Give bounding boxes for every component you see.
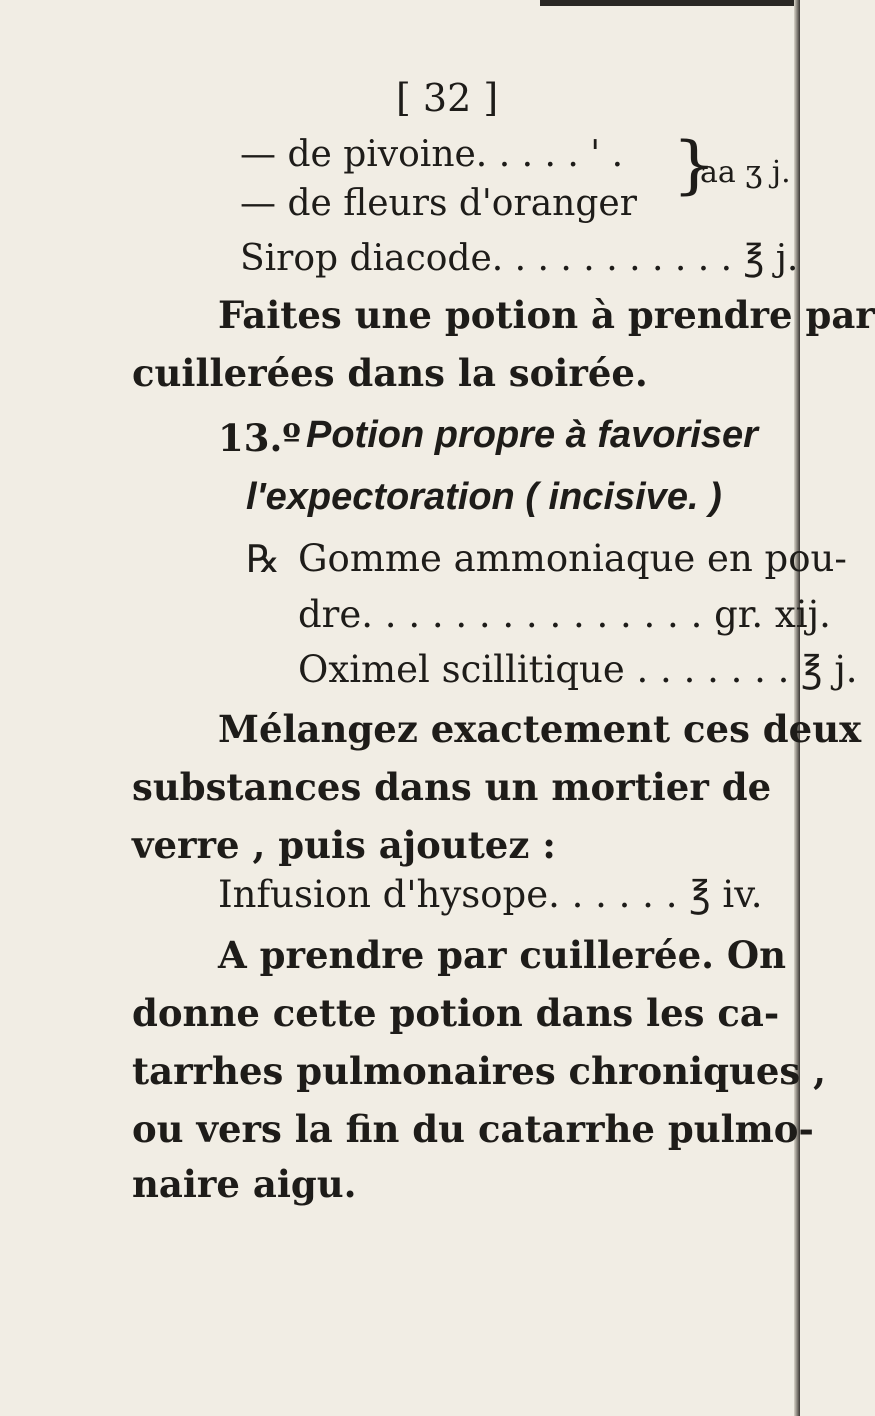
ingredient-gomme-line-2: dre. . . . . . . . . . . . . . . gr. xij. xyxy=(298,593,831,636)
page-number: [ 32 ] xyxy=(396,76,499,120)
grouped-dose: aa ʒ j. xyxy=(700,155,791,190)
preparation-line-1: Mélangez exactement ces deux xyxy=(218,707,862,751)
grouping-brace: } xyxy=(672,128,717,202)
recipe-title-line-1: Potion propre à favoriser xyxy=(306,414,758,456)
instruction-line-1: Faites une potion à prendre par xyxy=(218,293,875,337)
usage-line-1: A prendre par cuillerée. On xyxy=(218,933,787,977)
ingredient-gomme-line-1: Gomme ammoniaque en pou- xyxy=(298,537,847,580)
ingredient-pivoine: — de pivoine. . . . . ' . xyxy=(240,134,624,175)
preparation-line-2: substances dans un mortier de xyxy=(132,765,772,809)
usage-line-4: ou vers la fin du catarrhe pulmo- xyxy=(132,1107,814,1151)
ingredient-fleurs-oranger: — de fleurs d'oranger xyxy=(240,183,637,224)
recipe-title-line-2: l'expectoration ( incisive. ) xyxy=(246,476,722,518)
usage-line-3: tarrhes pulmonaires chroniques , xyxy=(132,1049,827,1093)
usage-line-2: donne cette potion dans les ca- xyxy=(132,991,780,1035)
preparation-line-3: verre , puis ajoutez : xyxy=(132,823,556,867)
recipe-number: 13.º xyxy=(218,416,301,460)
ingredient-sirop-diacode: Sirop diacode. . . . . . . . . . . ℥ j. xyxy=(240,238,799,279)
ingredient-oximel: Oximel scillitique . . . . . . . ℥ j. xyxy=(298,648,858,691)
page-edge-top xyxy=(540,0,800,6)
ingredient-infusion: Infusion d'hysope. . . . . . ℥ iv. xyxy=(218,873,763,916)
instruction-line-2: cuillerées dans la soirée. xyxy=(132,351,648,395)
recipe-symbol: ℞ xyxy=(246,537,281,581)
usage-line-5: naire aigu. xyxy=(132,1162,357,1206)
